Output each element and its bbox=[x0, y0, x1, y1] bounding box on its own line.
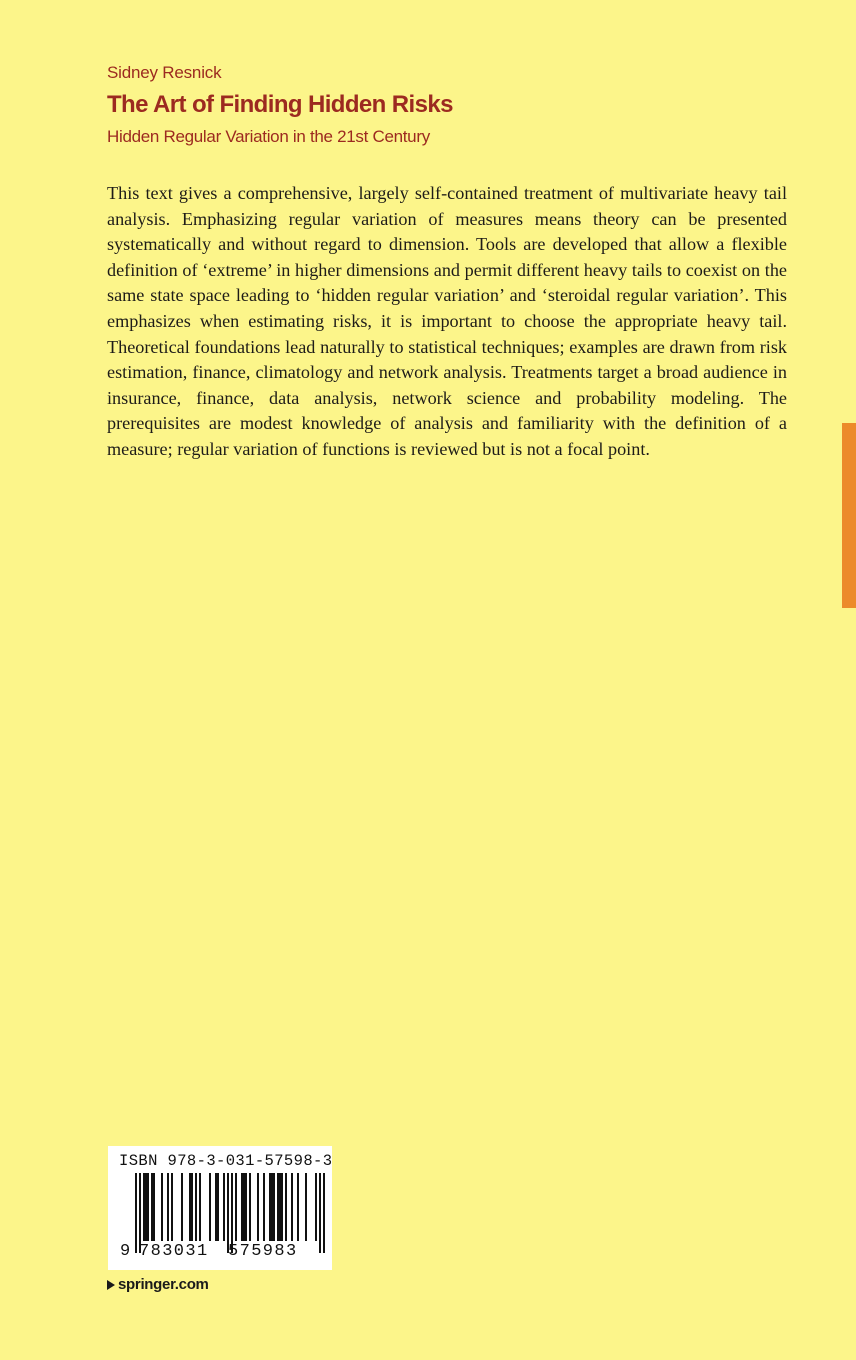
barcode-bar-40 bbox=[323, 1173, 325, 1253]
barcode-bar-32 bbox=[279, 1173, 281, 1241]
publisher-website[interactable]: springer.com bbox=[118, 1276, 209, 1293]
ean-right-digits: 575983 bbox=[228, 1242, 298, 1261]
triangle-arrow-icon bbox=[107, 1280, 115, 1290]
barcode-bar-2 bbox=[143, 1173, 145, 1241]
barcode-bar-30 bbox=[273, 1173, 275, 1241]
barcode-bar-14 bbox=[199, 1173, 201, 1241]
barcode-bar-8 bbox=[167, 1173, 169, 1241]
book-subtitle: Hidden Regular Variation in the 21st Century bbox=[107, 127, 430, 146]
barcode-bar-39 bbox=[319, 1173, 321, 1253]
ean-first-digit: 9 bbox=[120, 1242, 131, 1261]
barcode-bar-34 bbox=[285, 1173, 287, 1241]
author-name: Sidney Resnick bbox=[107, 63, 222, 82]
barcode-bar-0 bbox=[135, 1173, 137, 1253]
barcode-bar-19 bbox=[227, 1173, 229, 1253]
book-title: The Art of Finding Hidden Risks bbox=[107, 91, 453, 118]
barcode-bar-22 bbox=[241, 1173, 243, 1241]
barcode-bar-11 bbox=[189, 1173, 191, 1241]
publisher-link[interactable] bbox=[107, 1276, 209, 1293]
barcode-bar-26 bbox=[257, 1173, 259, 1241]
barcode-bar-6 bbox=[153, 1173, 155, 1241]
barcode-bar-29 bbox=[271, 1173, 273, 1241]
barcode-bar-3 bbox=[145, 1173, 147, 1241]
barcode-bar-18 bbox=[223, 1173, 225, 1241]
barcode-bar-1 bbox=[139, 1173, 141, 1253]
barcode-bar-13 bbox=[195, 1173, 197, 1241]
barcode-bar-33 bbox=[281, 1173, 283, 1241]
isbn-label: ISBN 978-3-031-57598-3 bbox=[119, 1152, 333, 1170]
barcode-bar-17 bbox=[217, 1173, 219, 1241]
barcode-bar-7 bbox=[161, 1173, 163, 1241]
barcode-bar-31 bbox=[277, 1173, 279, 1241]
spine-color-tab bbox=[842, 423, 856, 608]
barcode-bar-36 bbox=[297, 1173, 299, 1241]
barcode-bar-21 bbox=[235, 1173, 237, 1241]
barcode-bar-4 bbox=[147, 1173, 149, 1241]
barcode-bar-9 bbox=[171, 1173, 173, 1241]
barcode-bar-27 bbox=[263, 1173, 265, 1241]
barcode-bar-23 bbox=[243, 1173, 245, 1241]
book-description: This text gives a comprehensive, largely self-contained treatment of multivariate heavy tail analysis. Emphasizing regular variation of measures means theory can be presented systematically and without regard to dimension. Tools are developed that allow a flexible definition of ‘extreme’ in higher dimensions and permit different heavy tails to coexist on the same state space leading to ‘hidden regular variation’ and ‘steroidal regular variation’. This emphasizes when estimating risks, it is important to choose the appropriate heavy tail. Theoretical foundations lead naturally to statistical techniques; examples are drawn from risk estimation, finance, climatology and network analysis. Treatments target a broad audience in insurance, finance, data analysis, network science and probability modeling. The prerequisites are modest knowledge of analysis and familiarity with the definition of a measure; regular variation of functions is reviewed but is not a focal point. bbox=[107, 183, 787, 459]
barcode-bar-28 bbox=[269, 1173, 271, 1241]
barcode-bar-16 bbox=[215, 1173, 217, 1241]
barcode-bar-5 bbox=[151, 1173, 153, 1241]
barcode-bar-25 bbox=[249, 1173, 251, 1241]
barcode-bar-10 bbox=[181, 1173, 183, 1241]
barcode-bar-15 bbox=[209, 1173, 211, 1241]
barcode-bar-20 bbox=[231, 1173, 233, 1253]
barcode-bar-37 bbox=[305, 1173, 307, 1241]
barcode-bar-35 bbox=[291, 1173, 293, 1241]
isbn-barcode bbox=[108, 1146, 332, 1270]
barcode-bar-24 bbox=[245, 1173, 247, 1241]
barcode-bar-38 bbox=[315, 1173, 317, 1241]
ean-left-digits: 783031 bbox=[139, 1242, 209, 1261]
barcode-bar-12 bbox=[191, 1173, 193, 1241]
